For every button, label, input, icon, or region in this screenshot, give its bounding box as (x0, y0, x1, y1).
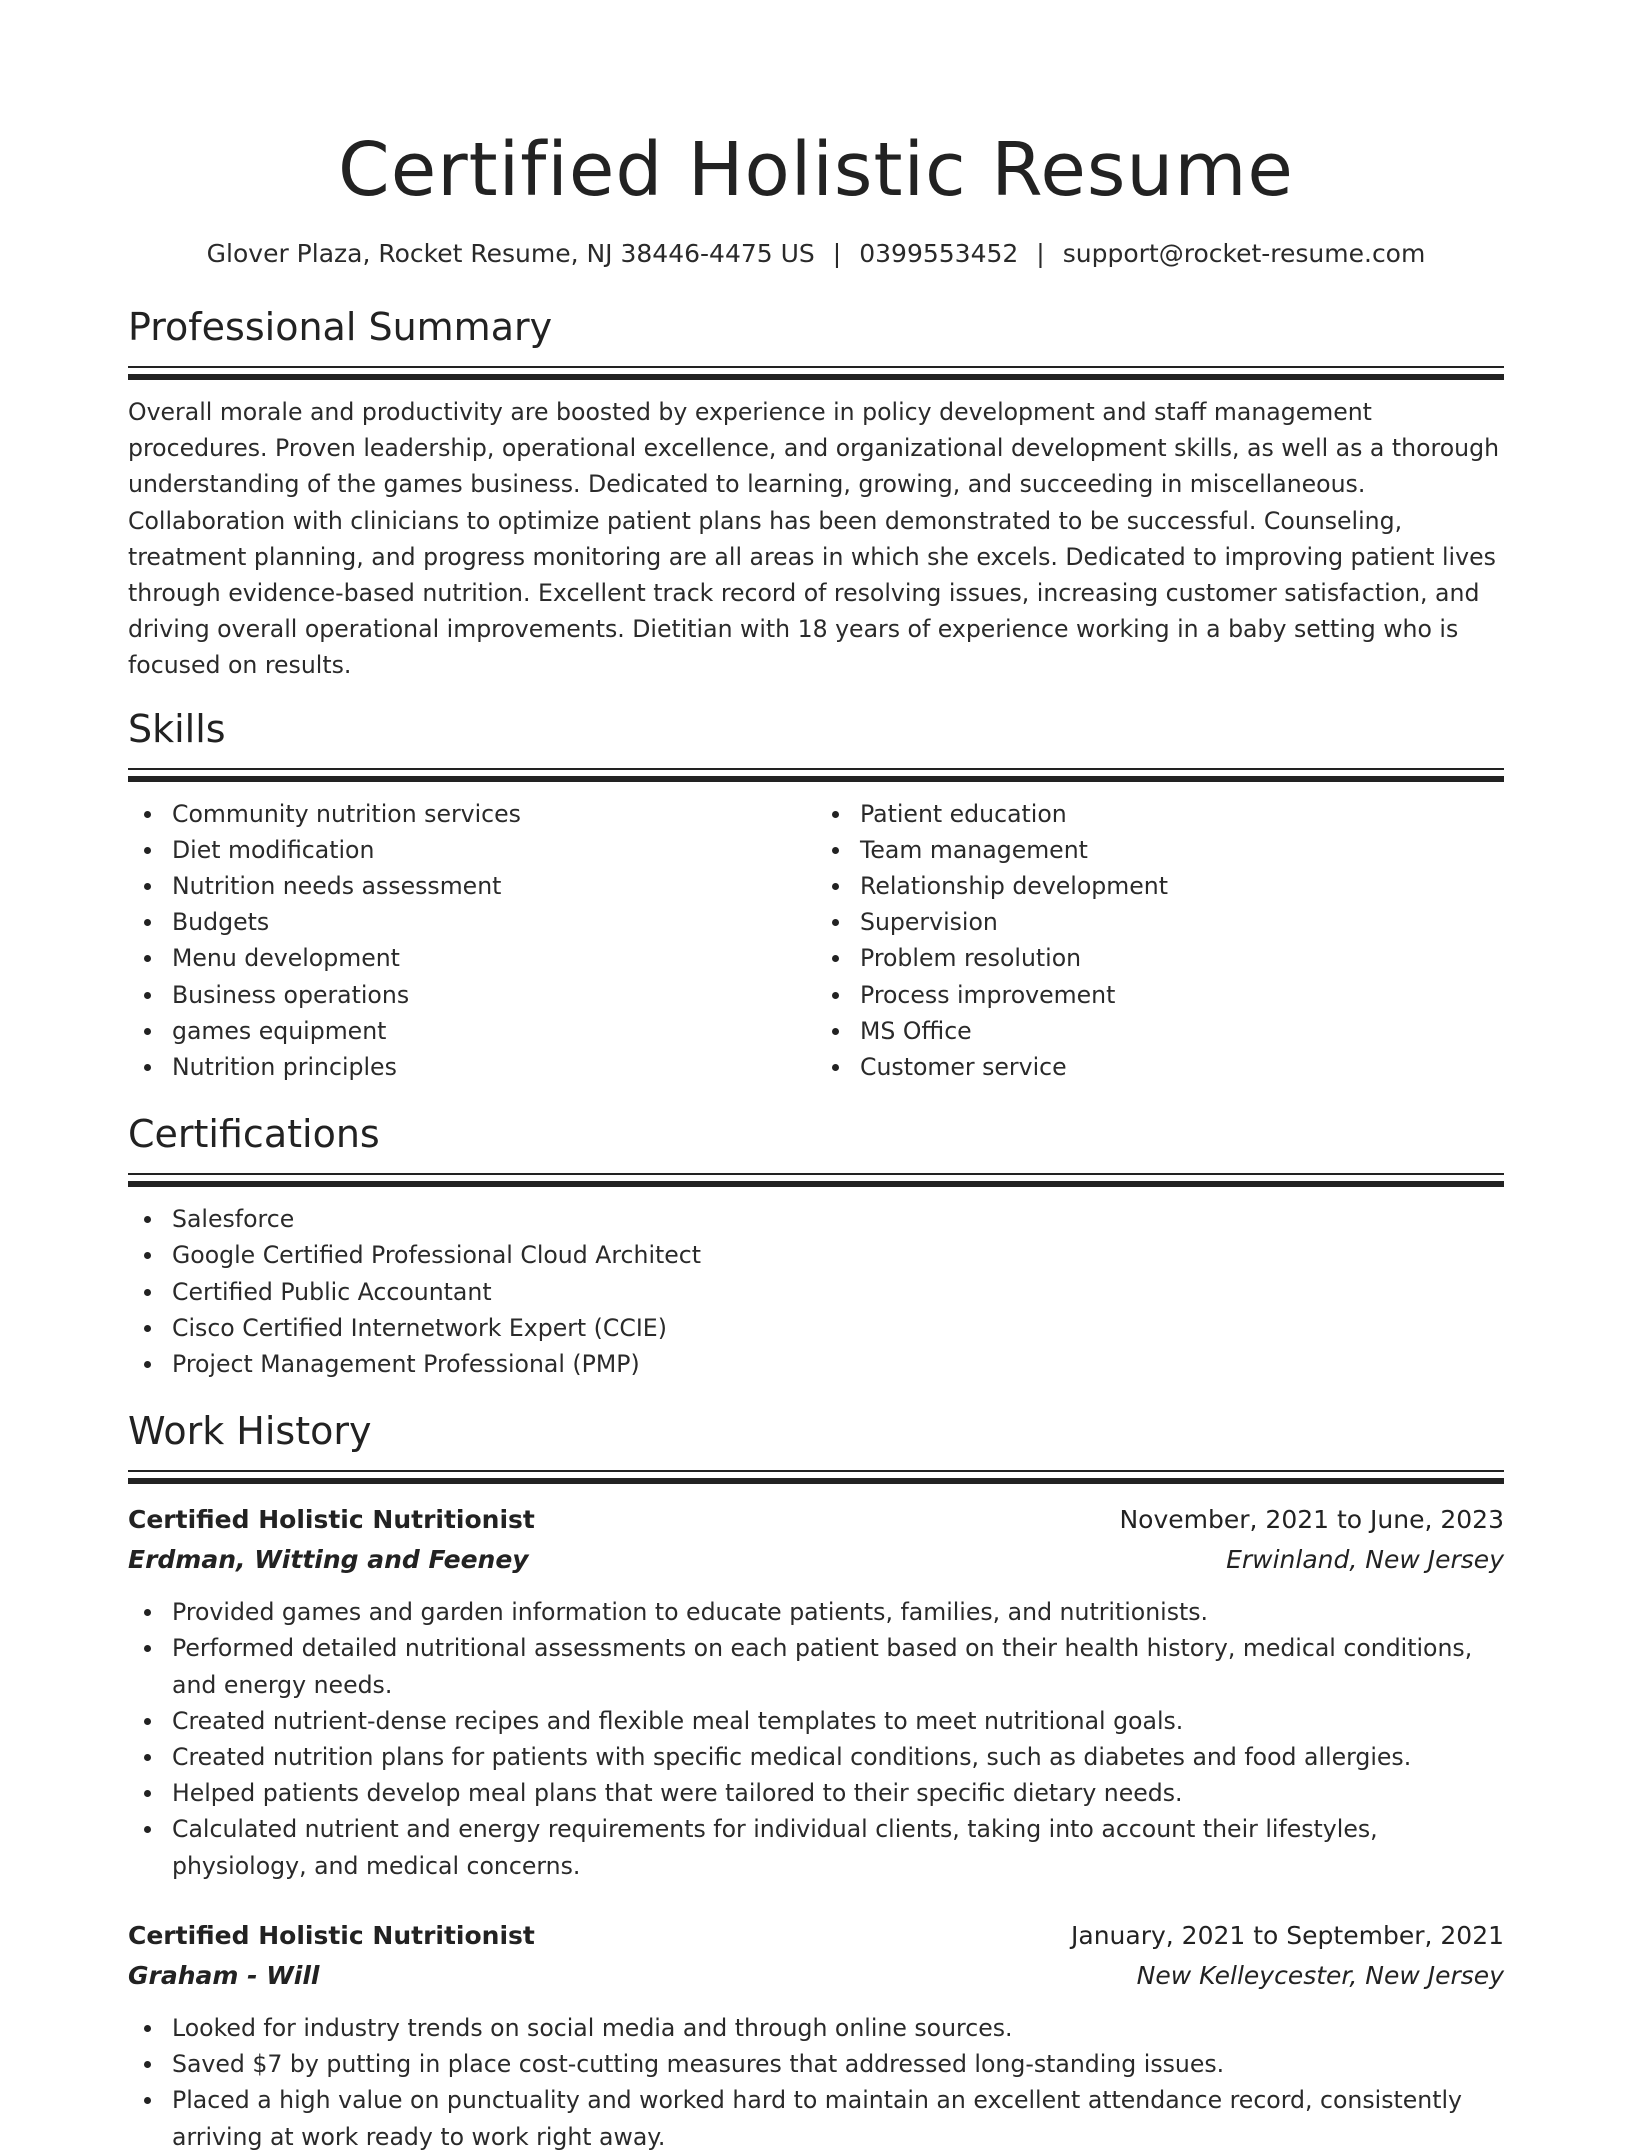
skill-item: Budgets (172, 904, 816, 940)
skill-item: Customer service (860, 1049, 1504, 1085)
skill-item: Menu development (172, 940, 816, 976)
skill-item: Problem resolution (860, 940, 1504, 976)
section-divider-thin (128, 366, 1504, 368)
contact-address: Glover Plaza, Rocket Resume, NJ 38446-4475 US (206, 239, 815, 268)
certification-item: Certified Public Accountant (172, 1274, 1504, 1310)
contact-separator: | (1036, 239, 1045, 268)
certifications-list (128, 1201, 1504, 1382)
skill-item: Business operations (172, 977, 816, 1013)
job-location: New Kelleycester, New Jersey (1136, 1960, 1504, 1990)
section-title-skills: Skills (128, 706, 226, 751)
job-bullet: Created nutrition plans for patients with specific medical conditions, such as diabetes and food allergies. (172, 1739, 1504, 1775)
job-company: Erdman, Witting and Feeney (128, 1545, 529, 1575)
skills-section (128, 704, 1504, 1086)
skill-item: Team management (860, 832, 1504, 868)
job-company: Graham - Will (128, 1960, 320, 1990)
job-dates: November, 2021 to June, 2023 (1119, 1505, 1504, 1535)
work-history-section (128, 1406, 1504, 2154)
job-subheader (128, 1956, 1504, 1996)
job-bullet: Placed a high value on punctuality and worked hard to maintain an excellent attendance record, consistently arriving at work ready to work right away. (172, 2082, 1504, 2154)
skill-item: Patient education (860, 796, 1504, 832)
certification-item: Cisco Certified Internetwork Expert (CCIE) (172, 1310, 1504, 1346)
certification-item: Project Management Professional (PMP) (172, 1346, 1504, 1382)
skill-item: Relationship development (860, 868, 1504, 904)
skill-item: Nutrition principles (172, 1049, 816, 1085)
job-bullet: Created nutrient-dense recipes and flexible meal templates to meet nutritional goals. (172, 1703, 1504, 1739)
section-divider-thin (128, 768, 1504, 770)
summary-text: Overall morale and productivity are boosted by experience in policy development and staff management procedures. Proven leadership, operational excellence, and organizational development skills, as well as a thorough understanding of the games business. Dedicated to learning, growing, and succeeding in miscellaneous. Collaboration with clinicians to optimize patient plans has been demonstrated to be successful. Counseling, treatment planning, and progress monitoring are all areas in which she excels. Dedicated to improving patient lives through evidence-based nutrition. Excellent track record of resolving issues, increasing customer satisfaction, and driving overall operational improvements. Dietitian with 18 years of experience working in a baby setting who is focused on results. (128, 398, 1500, 680)
summary-section (128, 302, 1504, 684)
certification-item: Salesforce (172, 1201, 1504, 1237)
job-subheader (128, 1540, 1504, 1580)
job-bullet: Performed detailed nutritional assessments on each patient based on their health history, medical conditions, and energy needs. (172, 1630, 1504, 1702)
section-divider-thin (128, 1470, 1504, 1472)
contact-line (128, 236, 1504, 272)
job-header (128, 1916, 1504, 1956)
section-title-summary: Professional Summary (128, 305, 553, 349)
skill-item: Process improvement (860, 977, 1504, 1013)
job-dates: January, 2021 to September, 2021 (1071, 1920, 1504, 1950)
job-entry (128, 1500, 1504, 1884)
job-bullets (128, 1594, 1504, 1884)
job-title: Certified Holistic Nutritionist (128, 1505, 535, 1535)
skill-item: Diet modification (172, 832, 816, 868)
job-bullet: Helped patients develop meal plans that were tailored to their specific dietary needs. (172, 1775, 1504, 1811)
section-divider-thick (128, 1181, 1504, 1187)
certification-item: Google Certified Professional Cloud Architect (172, 1237, 1504, 1273)
job-bullet: Saved $7 by putting in place cost-cutting measures that addressed long-standing issues. (172, 2046, 1504, 2082)
skills-list-right (816, 796, 1504, 1086)
skill-item: Community nutrition services (172, 796, 816, 832)
job-bullet: Calculated nutrient and energy requirements for individual clients, taking into account their lifestyles, physiology, and medical concerns. (172, 1811, 1504, 1883)
job-header (128, 1500, 1504, 1540)
job-bullets (128, 2010, 1504, 2155)
section-divider-thick (128, 374, 1504, 380)
job-location: Erwinland, New Jersey (1226, 1545, 1504, 1575)
section-divider-thick (128, 1478, 1504, 1484)
skill-item: MS Office (860, 1013, 1504, 1049)
contact-separator: | (832, 239, 842, 268)
job-bullet: Provided games and garden information to educate patients, families, and nutritionists. (172, 1594, 1504, 1630)
resume-name: Certified Holistic Resume (338, 127, 1294, 213)
section-title-certifications: Certifications (128, 1112, 380, 1157)
skills-list-left (128, 796, 816, 1086)
contact-email: support@rocket-resume.com (1062, 239, 1426, 268)
certifications-section (128, 1109, 1504, 1382)
section-title-work-history: Work History (128, 1409, 372, 1454)
job-title: Certified Holistic Nutritionist (128, 1920, 535, 1950)
skill-item: Supervision (860, 904, 1504, 940)
skill-item: games equipment (172, 1013, 816, 1049)
resume-page (128, 0, 1504, 2155)
job-entry (128, 1916, 1504, 2155)
skill-item: Nutrition needs assessment (172, 868, 816, 904)
section-divider-thin (128, 1173, 1504, 1175)
contact-phone: 0399553452 (859, 239, 1019, 268)
job-bullet: Looked for industry trends on social media and through online sources. (172, 2010, 1504, 2046)
skills-columns (128, 782, 1504, 1086)
